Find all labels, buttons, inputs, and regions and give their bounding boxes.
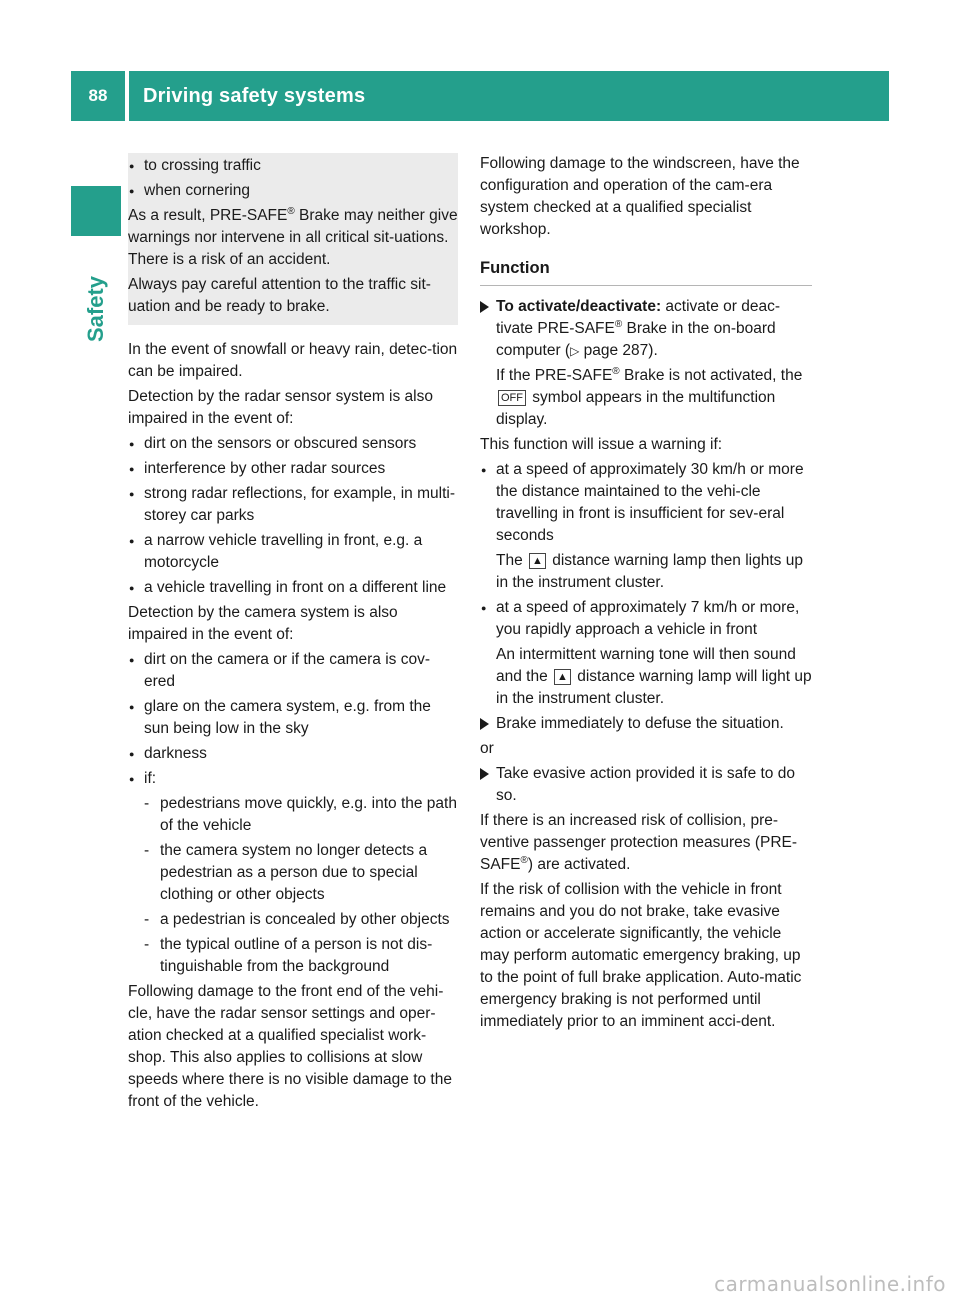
- pre-safe-off-icon: OFF: [498, 390, 526, 406]
- list-item-detail: The ▲ distance warning lamp then lights up in the instrument cluster.: [496, 552, 803, 591]
- action-arrow-icon: [480, 768, 489, 780]
- paragraph: Detection by the radar sensor system is also impaired in the event of:: [128, 388, 433, 427]
- paragraph: If the risk of collision with the vehicle in front remains and you do not brake, take evasive action or accelerate significantly, the vehicle may perform automatic emergency braking, up to the point of full brake application. Auto-matic emergency braking is not performed until immediately prior to an imminent acci-dent.: [480, 881, 802, 1030]
- distance-warning-lamp-icon: ▲: [529, 553, 546, 569]
- list-item: ● to crossing traffic: [128, 155, 458, 177]
- paragraph: Detection by the camera system is also impaired in the event of:: [128, 604, 398, 643]
- sub-list-item: - a pedestrian is concealed by other objects: [128, 909, 460, 931]
- action-arrow-icon: [480, 718, 489, 730]
- list-item: ● a narrow vehicle travelling in front, e.g. a motorcycle: [128, 530, 460, 574]
- action-step: To activate/deactivate: activate or deac-tivate PRE-SAFE® Brake in the on-board computer (▷ page 287).: [480, 296, 812, 362]
- left-column: [128, 153, 460, 1116]
- list-item: ● at a speed of approximately 30 km/h or more the distance maintained to the vehi-cle travelling in front is insufficient for sev-eral seconds: [480, 459, 812, 547]
- sub-list-item: - pedestrians move quickly, e.g. into the path of the vehicle: [128, 793, 460, 837]
- page-reference-arrow-icon: ▷: [570, 344, 580, 358]
- right-column: [480, 153, 812, 1036]
- list-item: ● a vehicle travelling in front on a different line: [128, 577, 460, 599]
- action-arrow-icon: [480, 301, 489, 313]
- list-item: ● at a speed of approximately 7 km/h or more, you rapidly approach a vehicle in front: [480, 597, 812, 641]
- page-reference-link[interactable]: page 287).: [579, 342, 658, 359]
- paragraph: Following damage to the front end of the vehi-cle, have the radar sensor settings and oper-ation checked at a qualified specialist work-shop. This also applies to collisions at slow speeds where there is no visible damage to the front of the vehicle.: [128, 983, 452, 1110]
- note-paragraph: As a result, PRE-SAFE® Brake may neither give warnings nor intervene in all critical sit-uations. There is a risk of an accident.: [128, 205, 458, 268]
- distance-warning-lamp-icon: ▲: [554, 669, 571, 685]
- sub-list-item: - the camera system no longer detects a pedestrian as a person due to special clothing or other objects: [128, 840, 460, 906]
- list-item-detail: An intermittent warning tone will then sound and the ▲ distance warning lamp will light up in the instrument cluster.: [496, 646, 812, 707]
- sub-list-item: - the typical outline of a person is not dis-tinguishable from the background: [128, 934, 460, 978]
- list-item: ● dirt on the sensors or obscured sensors: [128, 433, 460, 455]
- action-step: Take evasive action provided it is safe to do so.: [480, 763, 812, 807]
- list-item: ● darkness: [128, 743, 460, 765]
- page-number: 88: [88, 86, 108, 105]
- watermark: carmanualsonline.info: [714, 1272, 946, 1296]
- page-header: [71, 71, 889, 121]
- header-divider: [125, 71, 129, 121]
- list-item: ● dirt on the camera or if the camera is cov-ered: [128, 649, 460, 693]
- action-result: If the PRE-SAFE® Brake is not activated, the OFF symbol appears in the multifunction display.: [496, 365, 803, 428]
- list-item: ● glare on the camera system, e.g. from the sun being low in the sky: [128, 696, 460, 740]
- action-step: Brake immediately to defuse the situation.: [480, 713, 812, 735]
- side-tab-label: Safety: [83, 275, 109, 343]
- section-title: Driving safety systems: [143, 84, 366, 107]
- paragraph: Following damage to the windscreen, have the configuration and operation of the cam-era system checked at a qualified specialist workshop.: [480, 155, 800, 238]
- note-paragraph: Always pay careful attention to the traffic sit-uation and be ready to brake.: [128, 276, 431, 315]
- list-item: ● when cornering: [128, 180, 458, 202]
- list-item: ● interference by other radar sources: [128, 458, 460, 480]
- paragraph: In the event of snowfall or heavy rain, detec-tion can be impaired.: [128, 341, 458, 380]
- list-item: ● strong radar reflections, for example, in multi-storey car parks: [128, 483, 460, 527]
- function-heading: Function: [480, 257, 812, 286]
- side-tab: [71, 244, 121, 374]
- paragraph: If there is an increased risk of collision, pre-ventive passenger protection measures (PRE-SAFE®) are activated.: [480, 812, 798, 873]
- or-separator: or: [480, 740, 494, 757]
- list-item: ● if:: [128, 768, 460, 790]
- warning-note-box: [128, 153, 458, 325]
- side-tab-marker: [71, 186, 121, 236]
- paragraph: This function will issue a warning if:: [480, 436, 723, 453]
